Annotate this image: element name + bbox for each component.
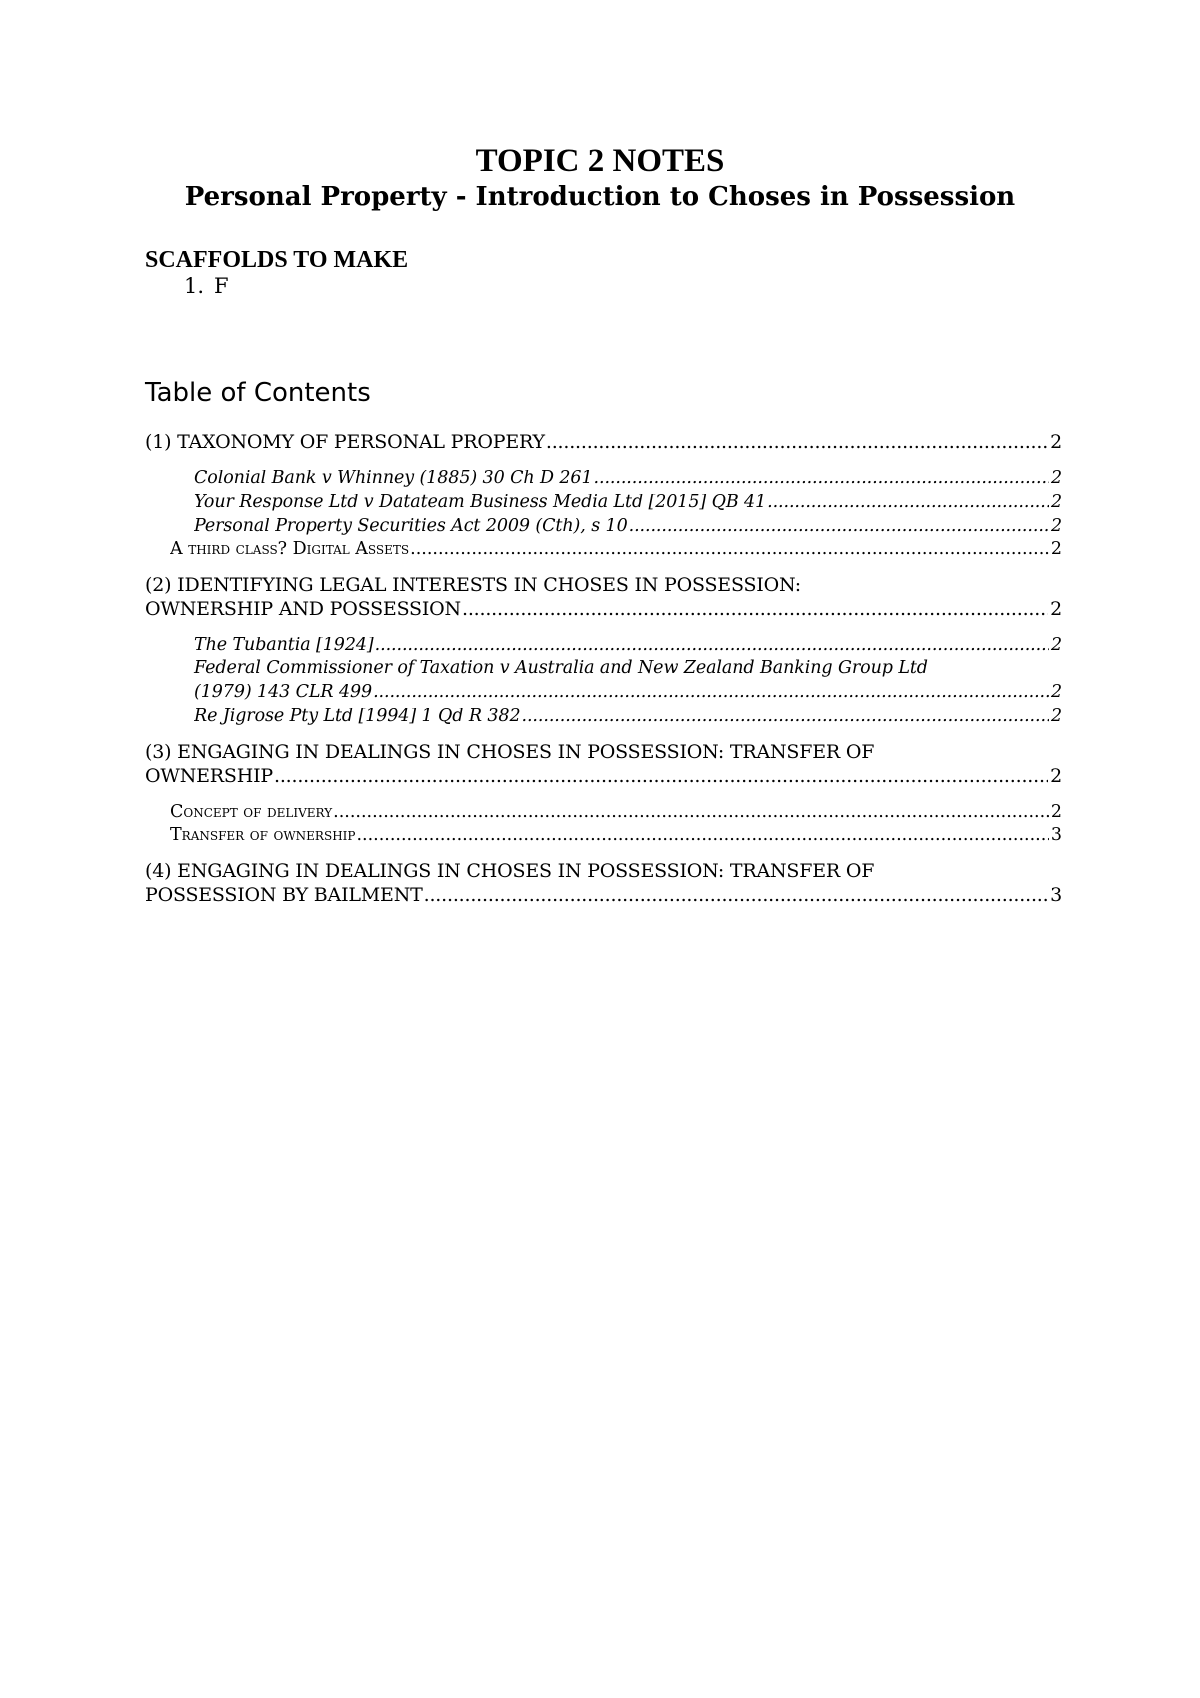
toc-page-number: 2 <box>1050 684 1062 702</box>
toc-entry-text: POSSESSION BY BAILMENT <box>145 886 423 905</box>
toc-page-number: 2 <box>1050 433 1062 452</box>
toc-entry-text: The Tubantia [1924] <box>194 637 374 655</box>
toc-entry-transfer-of-ownership[interactable] <box>170 827 1062 845</box>
toc-page-number: 3 <box>1050 827 1062 845</box>
toc-page-number: 2 <box>1050 767 1062 786</box>
toc-entry-jigrose[interactable] <box>194 708 1062 726</box>
toc-entry-text: Re Jigrose Pty Ltd [1994] 1 Qd R 382 <box>194 708 521 726</box>
list-item <box>184 276 229 297</box>
list-item-number: 1. <box>184 274 205 298</box>
toc-entry-text: A third class? Digital Assets <box>170 541 410 559</box>
toc-page-number: 2 <box>1050 637 1062 655</box>
toc-leader-dots <box>375 637 1049 655</box>
toc-leader-dots <box>356 827 1048 845</box>
scaffolds-list <box>184 276 229 297</box>
toc-entry-text: (1) TAXONOMY OF PERSONAL PROPERY <box>145 433 545 452</box>
list-item-text: F <box>214 274 229 298</box>
toc-title: Table of Contents <box>145 378 371 408</box>
toc-page-number: 2 <box>1050 708 1062 726</box>
toc-entry-colonial-bank[interactable] <box>194 470 1062 488</box>
toc-entry-identifying-line1: (2) IDENTIFYING LEGAL INTERESTS IN CHOSES IN POSSESSION: <box>145 574 801 596</box>
toc-entry-text: Transfer of ownership <box>170 827 356 845</box>
toc-entry-transfer-ownership-heading[interactable] <box>145 767 1062 786</box>
toc-page-number: 2 <box>1050 518 1062 536</box>
toc-entry-text: OWNERSHIP <box>145 767 273 786</box>
toc-entry-text: (1979) 143 CLR 499 <box>194 684 373 702</box>
toc-page-number: 2 <box>1050 470 1062 488</box>
toc-page-number: 3 <box>1050 886 1062 905</box>
toc-leader-dots <box>424 886 1048 905</box>
toc-leader-dots <box>410 541 1049 559</box>
toc-entry-text: Your Response Ltd v Datateam Business Media Ltd [2015] QB 41 <box>194 494 767 512</box>
toc-leader-dots <box>546 433 1048 452</box>
document-subtitle: Personal Property - Introduction to Choses in Possession <box>184 182 1016 212</box>
toc-leader-dots <box>522 708 1049 726</box>
toc-leader-dots <box>373 684 1049 702</box>
toc-entry-fct[interactable] <box>194 684 1062 702</box>
toc-entry-concept-of-delivery[interactable] <box>170 804 1062 822</box>
toc-entry-text: Colonial Bank v Whinney (1885) 30 Ch D 261 <box>194 470 593 488</box>
document-title: TOPIC 2 NOTES <box>475 143 725 179</box>
toc-page-number: 2 <box>1050 804 1062 822</box>
toc-entry-bailment[interactable] <box>145 886 1062 905</box>
toc-entry-taxonomy[interactable] <box>145 433 1062 452</box>
toc-leader-dots <box>333 804 1049 822</box>
toc-entry-text: Personal Property Securities Act 2009 (Cth), s 10 <box>194 518 628 536</box>
toc-page-number: 2 <box>1050 494 1062 512</box>
toc-leader-dots <box>629 518 1049 536</box>
toc-entry-tubantia[interactable] <box>194 637 1062 655</box>
toc-entry-ppsa[interactable] <box>194 518 1062 536</box>
toc-entry-text: OWNERSHIP AND POSSESSION <box>145 600 461 619</box>
toc-leader-dots <box>274 767 1048 786</box>
toc-entry-transfer-ownership-line1: (3) ENGAGING IN DEALINGS IN CHOSES IN POSSESSION: TRANSFER OF <box>145 741 875 763</box>
toc-page-number: 2 <box>1050 600 1062 619</box>
toc-leader-dots <box>462 600 1048 619</box>
toc-entry-identifying[interactable] <box>145 600 1062 619</box>
toc-entry-your-response[interactable] <box>194 494 1062 512</box>
scaffolds-heading: SCAFFOLDS TO MAKE <box>145 247 409 273</box>
toc-leader-dots <box>767 494 1049 512</box>
toc-page-number: 2 <box>1050 541 1062 559</box>
toc-entry-bailment-line1: (4) ENGAGING IN DEALINGS IN CHOSES IN POSSESSION: TRANSFER OF <box>145 860 875 882</box>
toc-leader-dots <box>594 470 1049 488</box>
toc-entry-digital-assets[interactable] <box>170 541 1062 559</box>
toc-entry-fct-line1: Federal Commissioner of Taxation v Australia and New Zealand Banking Group Ltd <box>194 658 928 678</box>
toc-entry-text: Concept of delivery <box>170 804 333 822</box>
